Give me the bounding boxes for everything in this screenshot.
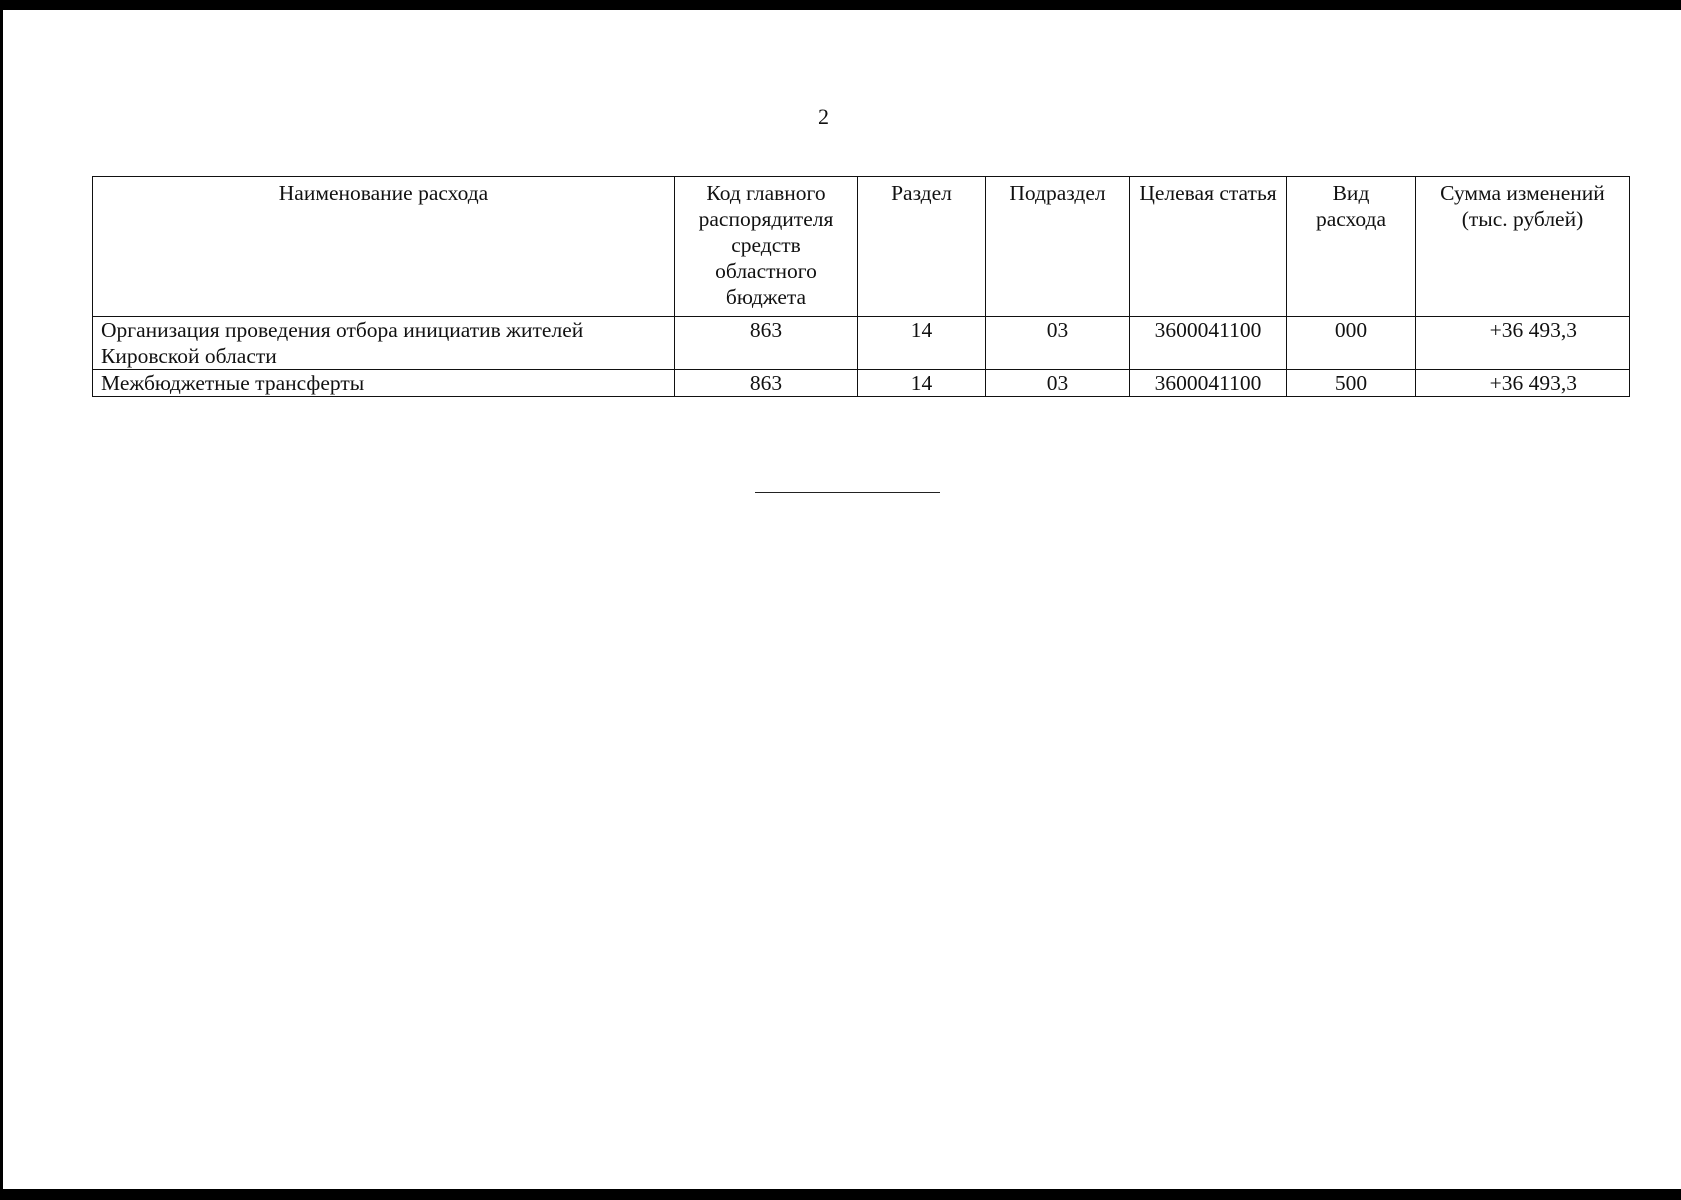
cell-target-item: 3600041100 <box>1130 370 1287 397</box>
cell-expense-type: 500 <box>1287 370 1416 397</box>
header-target-item: Целевая статья <box>1130 177 1287 317</box>
table-header-row <box>93 177 1630 317</box>
header-expense-type: Вид расхода <box>1287 177 1416 317</box>
cell-section: 14 <box>858 370 986 397</box>
cell-amount: +36 493,3 <box>1416 370 1630 397</box>
cell-subsection: 03 <box>986 370 1130 397</box>
end-of-document-rule <box>755 492 940 493</box>
cell-target-item: 3600041100 <box>1130 317 1287 370</box>
scan-border-left <box>0 0 3 1200</box>
table-row <box>93 317 1630 370</box>
scan-border-top <box>0 0 1681 10</box>
cell-expense-type: 000 <box>1287 317 1416 370</box>
header-amount: Сумма изменений (тыс. рублей) <box>1416 177 1630 317</box>
header-expense-name: Наименование расхода <box>93 177 675 317</box>
header-subsection: Подраздел <box>986 177 1130 317</box>
table-row <box>93 370 1630 397</box>
cell-expense-name: Организация проведения отбора инициатив жителей Кировской области <box>93 317 675 370</box>
cell-ministry-code: 863 <box>675 317 858 370</box>
cell-amount: +36 493,3 <box>1416 317 1630 370</box>
cell-section: 14 <box>858 317 986 370</box>
page-number: 2 <box>818 104 829 129</box>
cell-expense-name: Межбюджетные трансферты <box>93 370 675 397</box>
header-section: Раздел <box>858 177 986 317</box>
scan-border-bottom <box>0 1189 1681 1200</box>
expense-changes-table <box>92 176 1630 397</box>
cell-ministry-code: 863 <box>675 370 858 397</box>
cell-subsection: 03 <box>986 317 1130 370</box>
header-ministry-code: Код главного распорядителя средств областного бюджета <box>675 177 858 317</box>
